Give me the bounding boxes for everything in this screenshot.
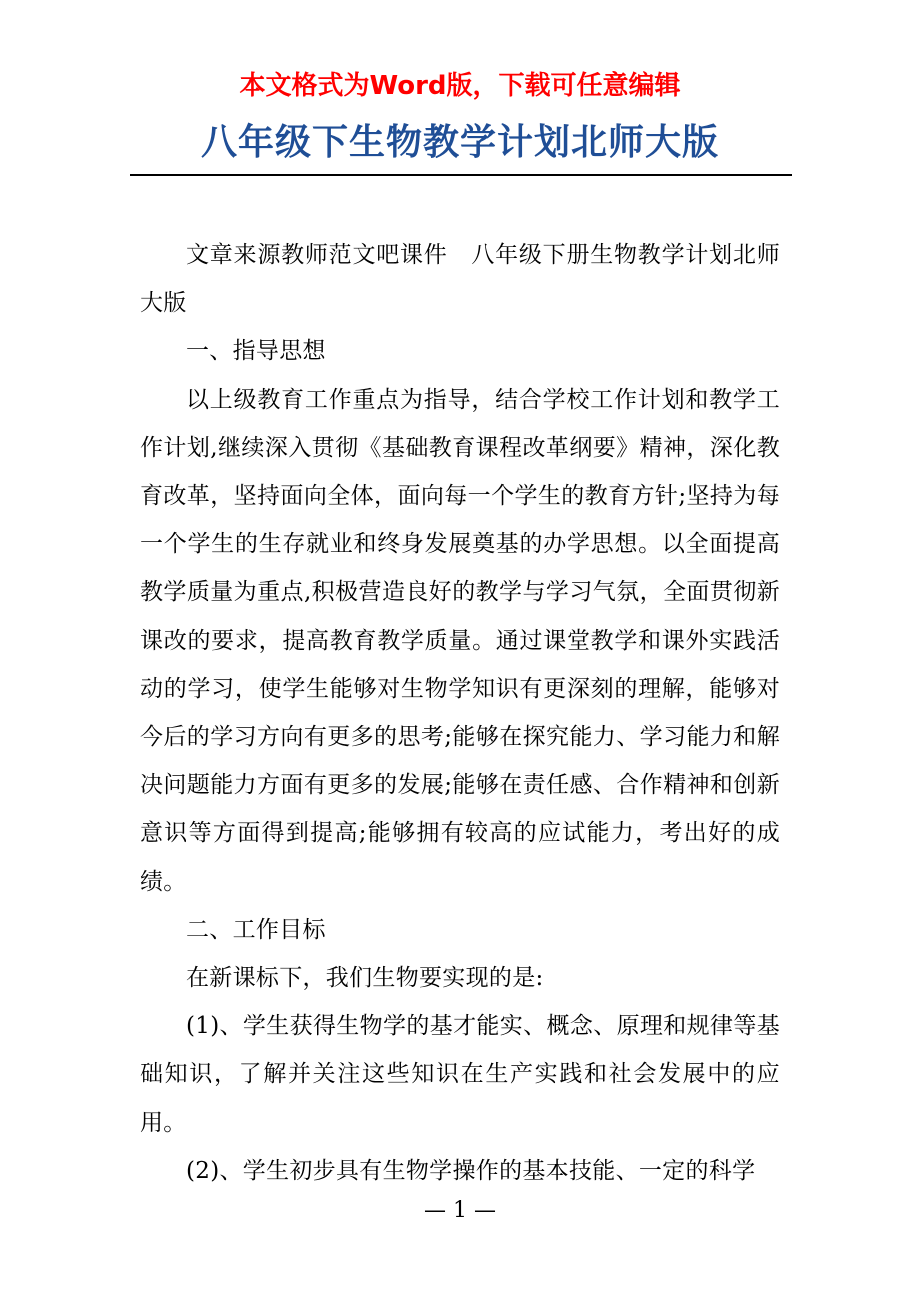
work-goals-intro: 在新课标下，我们生物要实现的是: (186, 965, 544, 992)
title-divider (130, 174, 792, 176)
source-paragraph: 文章来源教师范文吧课件 八年级下册生物教学计划北师大版 (140, 242, 780, 317)
goal-item-1: (1)、学生获得生物学的基才能实、概念、原理和规律等基础知识，了解并关注这些知识在生产实践和社会发展中的应用。 (140, 1013, 780, 1136)
format-banner: 本文格式为Word版，下载可任意编辑 (239, 71, 681, 101)
section-heading-guiding-ideology: 一、指导思想 (186, 338, 326, 365)
section-heading-work-goals: 二、工作目标 (186, 916, 326, 943)
goal-item-2: (2)、学生初步具有生物学操作的基本技能、一定的科学 (186, 1157, 756, 1184)
guiding-ideology-paragraph: 以上级教育工作重点为指导，结合学校工作计划和教学工作计划,继续深入贯彻《基础教育课程改革纲要》精神，深化教育改革，坚持面向全体，面向每一个学生的教育方针;坚持为每一个学生的生存就业和终身发展奠基的办学思想。以全面提高教学质量为重点,积极营造良好的教学与学习气氛，全面贯彻新课改的要求，提高教育教学质量。通过课堂教学和课外实践活动的学习，使学生能够对生物学知识有更深刻的理解，能够对今后的学习方向有更多的思考;能够在探究能力、学习能力和解决问题能力方面有更多的发展;能够在责任感、合作精神和创新意识等方面得到提高;能够拥有较高的应试能力，考出好的成绩。 (140, 386, 780, 895)
document-title: 八年级下生物教学计划北师大版 (200, 122, 719, 163)
page-number: — 1 — (424, 1198, 496, 1223)
document-body (140, 231, 780, 1195)
